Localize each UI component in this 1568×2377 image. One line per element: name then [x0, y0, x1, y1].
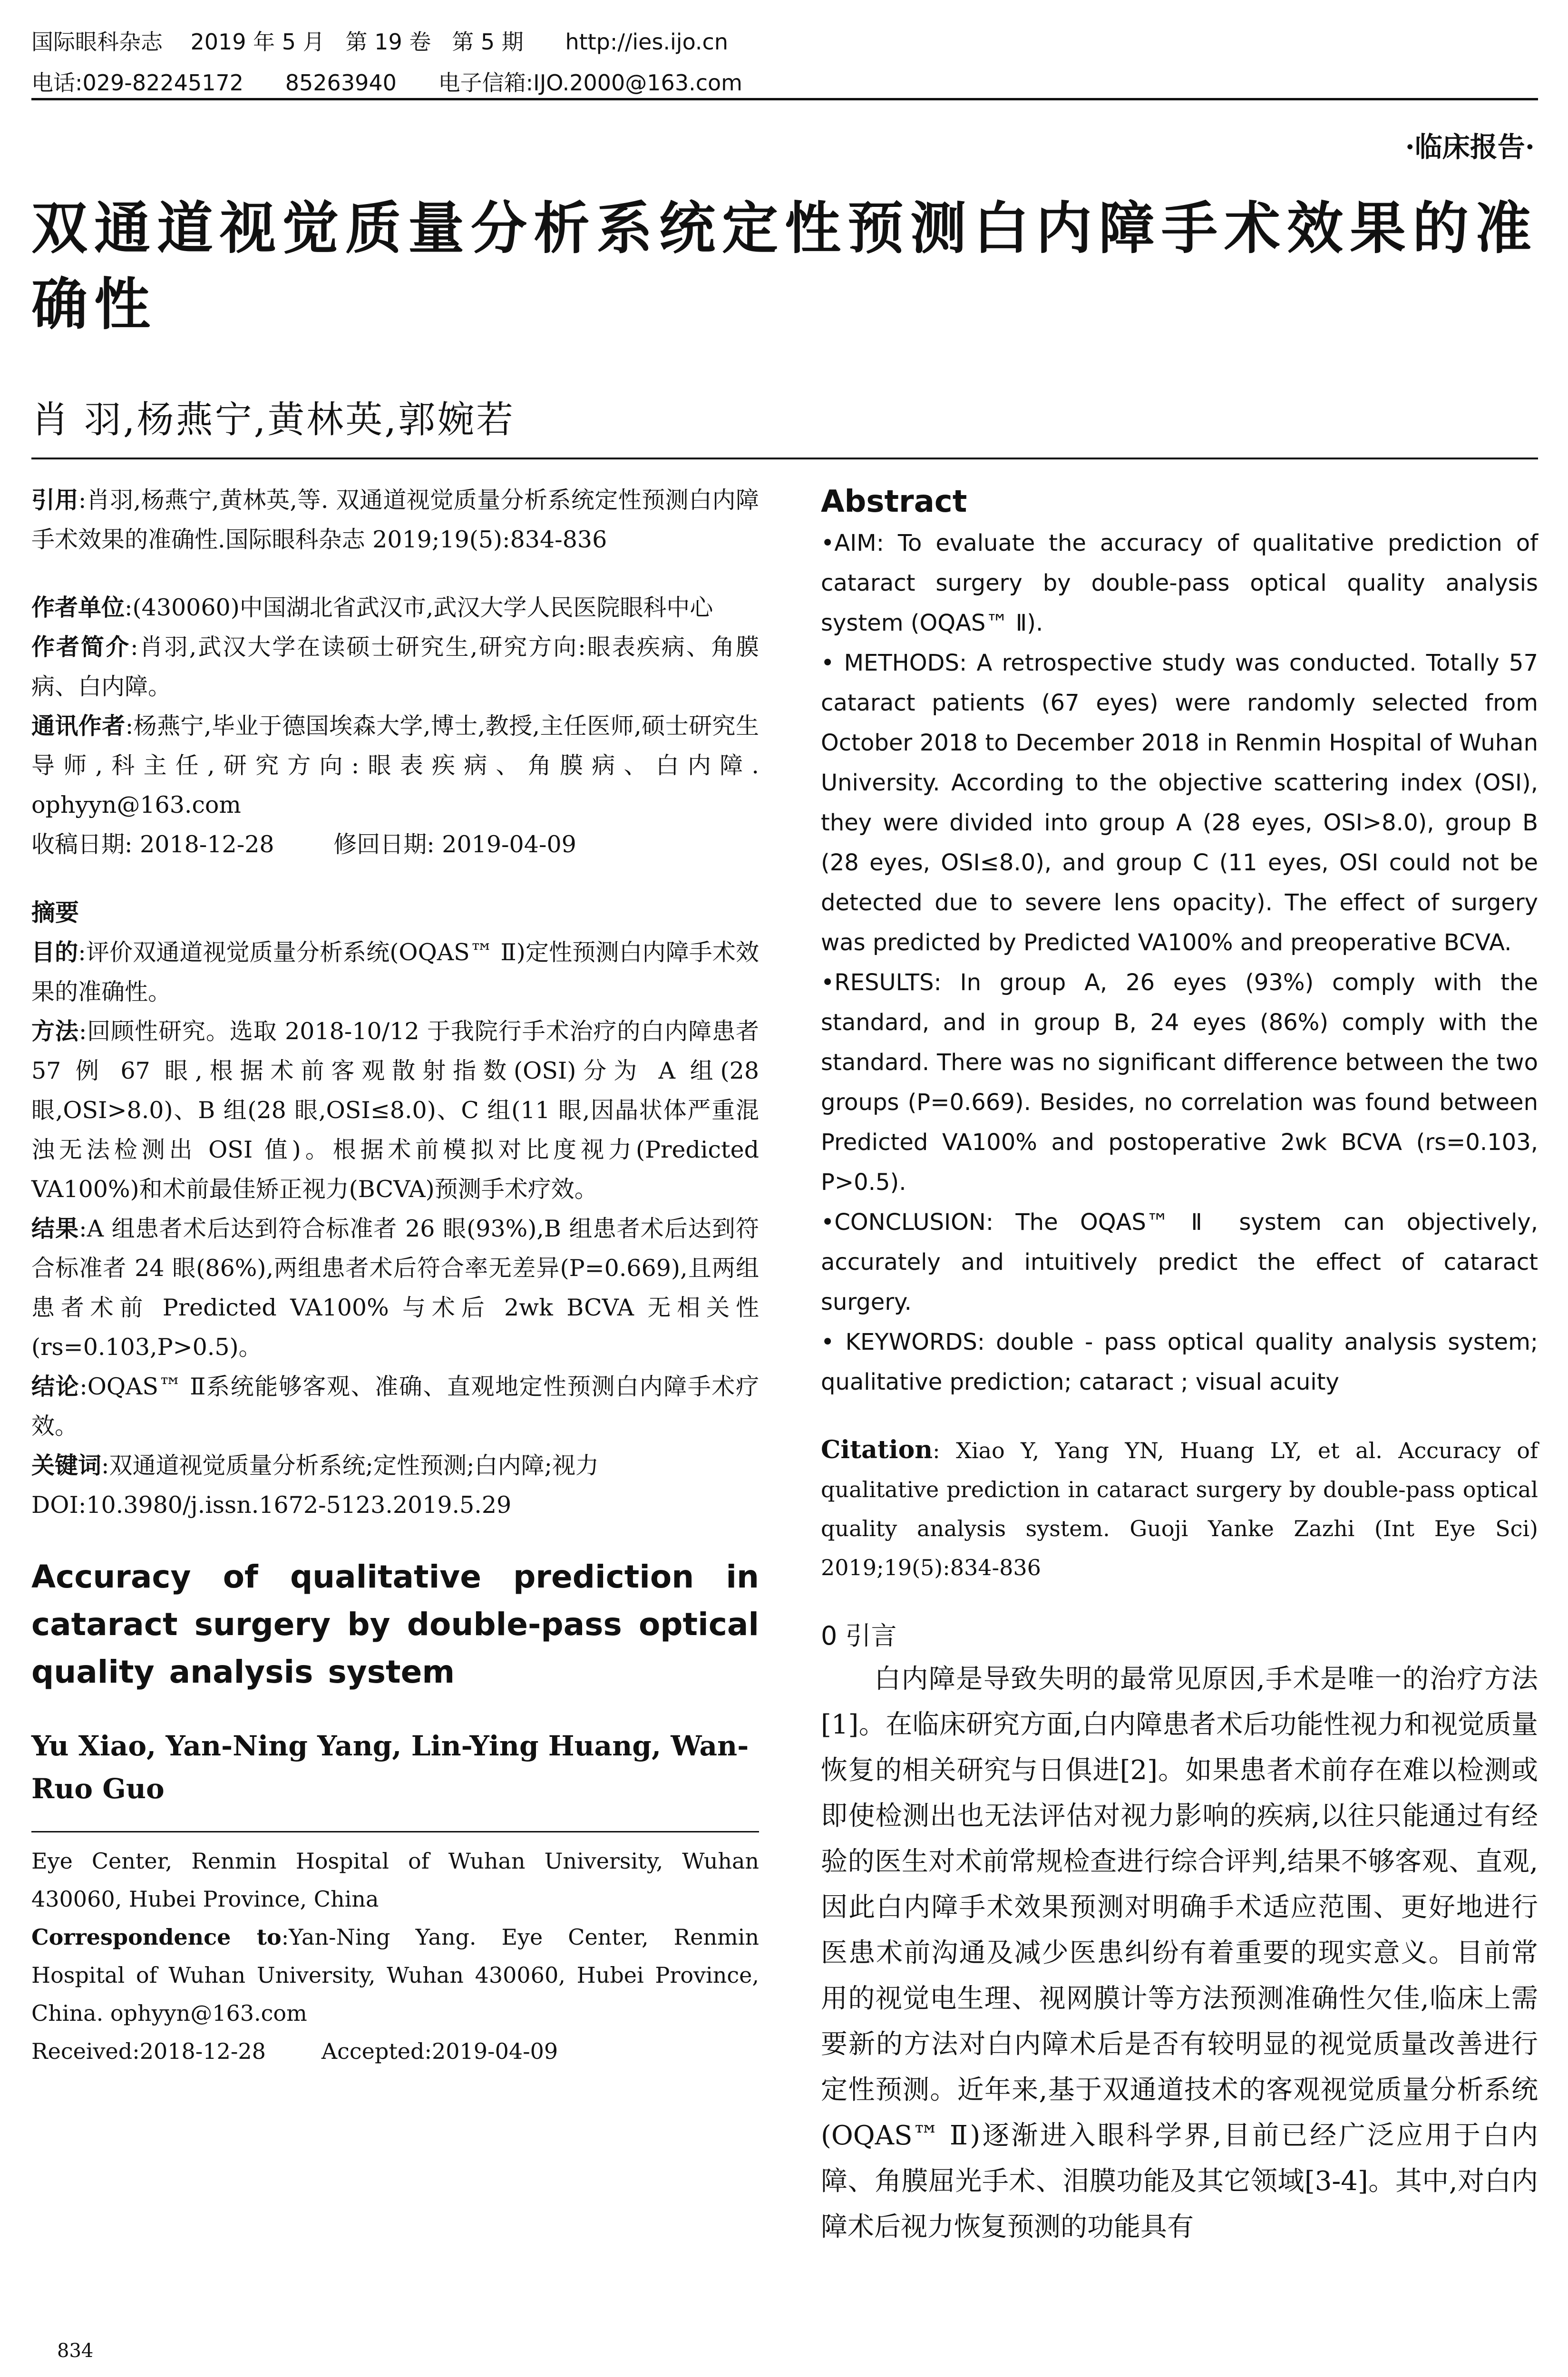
- journal-header-line-1: 国际眼科杂志 2019 年 5 月 第 19 卷 第 5 期 http://ies.ijo.cn: [31, 29, 728, 55]
- abstract-aim: •AIM: To evaluate the accuracy of qualitative prediction of cataract surgery by double-pass optical quality analysis system (OQAS™ Ⅱ).: [821, 530, 1538, 636]
- keywords-text: :双通道视觉质量分析系统;定性预测;白内障;视力: [101, 1452, 599, 1479]
- abstract-results: •RESULTS: In group A, 26 eyes (93%) comply with the standard, and in group B, 24 eyes (86%) comply with the standard. There was no significant difference between the two groups (P=0.669). Besides, no correlation was found between Predicted VA100% and postoperative 2wk BCVA (rs=0.103, P>0.5).: [821, 969, 1538, 1196]
- title-divider: [31, 458, 1538, 459]
- english-dates: Received:2018-12-28 Accepted:2019-04-09: [31, 2038, 558, 2064]
- english-authors: Yu Xiao, Yan-Ning Yang, Lin-Ying Huang, Wan-Ruo Guo: [31, 1730, 749, 1805]
- keywords-label: 关键词: [31, 1452, 102, 1479]
- abstract-keywords: • KEYWORDS: double - pass optical quality analysis system; qualitative prediction; cataract ; visual acuity: [821, 1329, 1538, 1395]
- citation-label: 引用: [31, 487, 78, 514]
- results-label: 结果: [31, 1215, 79, 1242]
- affiliation-text: :(430060)中国湖北省武汉市,武汉大学人民医院眼科中心: [125, 594, 713, 621]
- english-correspondence: [31, 1918, 759, 2032]
- abstract-conclusion: •CONCLUSION: The OQAS™ Ⅱ system can objectively, accurately and intuitively predict the effect of cataract surgery.: [821, 1209, 1538, 1315]
- author-bio-text: :肖羽,武汉大学在读硕士研究生,研究方向:眼表疾病、角膜病、白内障。: [31, 633, 759, 700]
- abstract-heading-chinese: 摘要: [31, 899, 79, 926]
- conclusion-label: 结论: [31, 1373, 80, 1400]
- affiliation-label: 作者单位: [31, 594, 125, 621]
- citation-block: [31, 480, 759, 559]
- english-correspondence-text: :Yan-Ning Yang. Eye Center, Renmin Hospital of Wuhan University, Wuhan 430060, Hubei Province, China. ophyyn@163.com: [31, 1924, 760, 2026]
- english-citation-label: Citation: [821, 1435, 933, 1464]
- objective-text: :评价双通道视觉质量分析系统(OQAS™ Ⅱ)定性预测白内障手术效果的准确性。: [31, 939, 759, 1005]
- corresponding-author-label: 通讯作者: [31, 712, 126, 740]
- methods-label: 方法: [31, 1018, 79, 1045]
- citation-text: :肖羽,杨燕宁,黄林英,等. 双通道视觉质量分析系统定性预测白内障手术效果的准确性.国际眼科杂志 2019;19(5):834-836: [31, 487, 759, 553]
- methods-block: [31, 1012, 759, 1209]
- authors-chinese: 肖 羽,杨燕宁,黄林英,郭婉若: [31, 399, 516, 441]
- right-column: [821, 480, 1538, 2250]
- paper-title: 双通道视觉质量分析系统定性预测白内障手术效果的准确性: [31, 195, 1539, 337]
- introduction-body: 白内障是导致失明的最常见原因,手术是唯一的治疗方法[1]。在临床研究方面,白内障患者术后功能性视力和视觉质量恢复的相关研究与日俱进[2]。如果患者术前存在难以检测或即使检测出也无法评估对视力影响的疾病,以往只能通过有经验的医生对术前常规检查进行综合评判,结果不够客观、直观,因此白内障手术效果预测对明确手术适应范围、更好地进行医患术前沟通及减少医患纠纷有着重要的现实意义。目前常用的视觉电生理、视网膜计等方法预测准确性欠佳,临床上需要新的方法对白内障术后是否有较明显的视觉质量改善进行定性预测。近年来,基于双通道技术的客观视觉质量分析系统(OQAS™ Ⅱ)逐渐进入眼科学界,目前已经广泛应用于白内障、角膜屈光手术、泪膜功能及其它领域[3-4]。其中,对白内障术后视力恢复预测的功能具有: [821, 1664, 1538, 2242]
- english-affiliation: Eye Center, Renmin Hospital of Wuhan University, Wuhan 430060, Hubei Province, China: [31, 1848, 759, 1912]
- conclusion-text: :OQAS™ Ⅱ系统能够客观、准确、直观地定性预测白内障手术疗效。: [31, 1373, 759, 1440]
- english-citation-text: : Xiao Y, Yang YN, Huang LY, et al. Accuracy of qualitative prediction in cataract surgery by double-pass optical quality analysis system. Guoji Yanke Zazhi (Int Eye Sci) 2019;19(5):834-836: [821, 1438, 1538, 1580]
- corresponding-author-block: [31, 706, 759, 825]
- english-title: Accuracy of qualitative prediction in cataract surgery by double-pass optical quality analysis system: [31, 1559, 759, 1690]
- keywords-block: [31, 1446, 759, 1485]
- section-label: ·临床报告·: [1405, 131, 1535, 163]
- results-block: [31, 1209, 759, 1367]
- english-correspondence-label: Correspondence to: [31, 1924, 282, 1950]
- results-text: :A 组患者术后达到符合标准者 26 眼(93%),B 组患者术后达到符合标准者 24 眼(86%),两组患者术后符合率无差异(P=0.669),且两组患者术前 Predicted VA100% 与术后 2wk BCVA 无相关性(rs=0.103,P>0.5)。: [31, 1215, 759, 1361]
- doi: DOI:10.3980/j.issn.1672-5123.2019.5.29: [31, 1491, 512, 1519]
- received-revised-dates: 收稿日期: 2018-12-28 修回日期: 2019-04-09: [31, 831, 576, 858]
- english-citation: [821, 1431, 1538, 1587]
- left-column: [31, 480, 759, 2070]
- conclusion-block: [31, 1367, 759, 1446]
- author-bio-label: 作者简介: [31, 633, 131, 661]
- introduction-heading: 0 引言: [821, 1621, 897, 1651]
- page-number: 834: [57, 2340, 94, 2362]
- objective-label: 目的: [31, 939, 78, 966]
- corresponding-author-text: :杨燕宁,毕业于德国埃森大学,博士,教授,主任医师,硕士研究生导师,科主任,研究方向:眼表疾病、角膜病、白内障. ophyyn@163.com: [31, 712, 759, 818]
- methods-text: :回顾性研究。选取 2018-10/12 于我院行手术治疗的白内障患者 57 例 67 眼,根据术前客观散射指数(OSI)分为 A 组(28 眼,OSI>8.0)、B 组(28 眼,OSI≤8.0)、C 组(11 眼,因晶状体严重混浊无法检测出 OSI 值)。根据术前模拟对比度视力(Predicted VA100%)和术前最佳矫正视力(BCVA)预测手术疗效。: [31, 1018, 759, 1203]
- journal-header-line-2: 电话:029-82245172 85263940 电子信箱:IJO.2000@163.com: [31, 70, 742, 96]
- author-bio-block: [31, 627, 759, 706]
- abstract-heading: Abstract: [821, 484, 967, 519]
- objective-block: [31, 933, 759, 1012]
- header-divider: [31, 98, 1538, 100]
- abstract-methods: • METHODS: A retrospective study was conducted. Totally 57 cataract patients (67 eyes) were randomly selected from October 2018 to December 2018 in Renmin Hospital of Wuhan University. According to the objective scattering index (OSI), they were divided into group A (28 eyes, OSI>8.0), group B (28 eyes, OSI≤8.0), and group C (11 eyes, OSI could not be detected due to severe lens opacity). The effect of surgery was predicted by Predicted VA100% and preoperative BCVA.: [821, 650, 1538, 956]
- affiliation-block: [31, 588, 759, 627]
